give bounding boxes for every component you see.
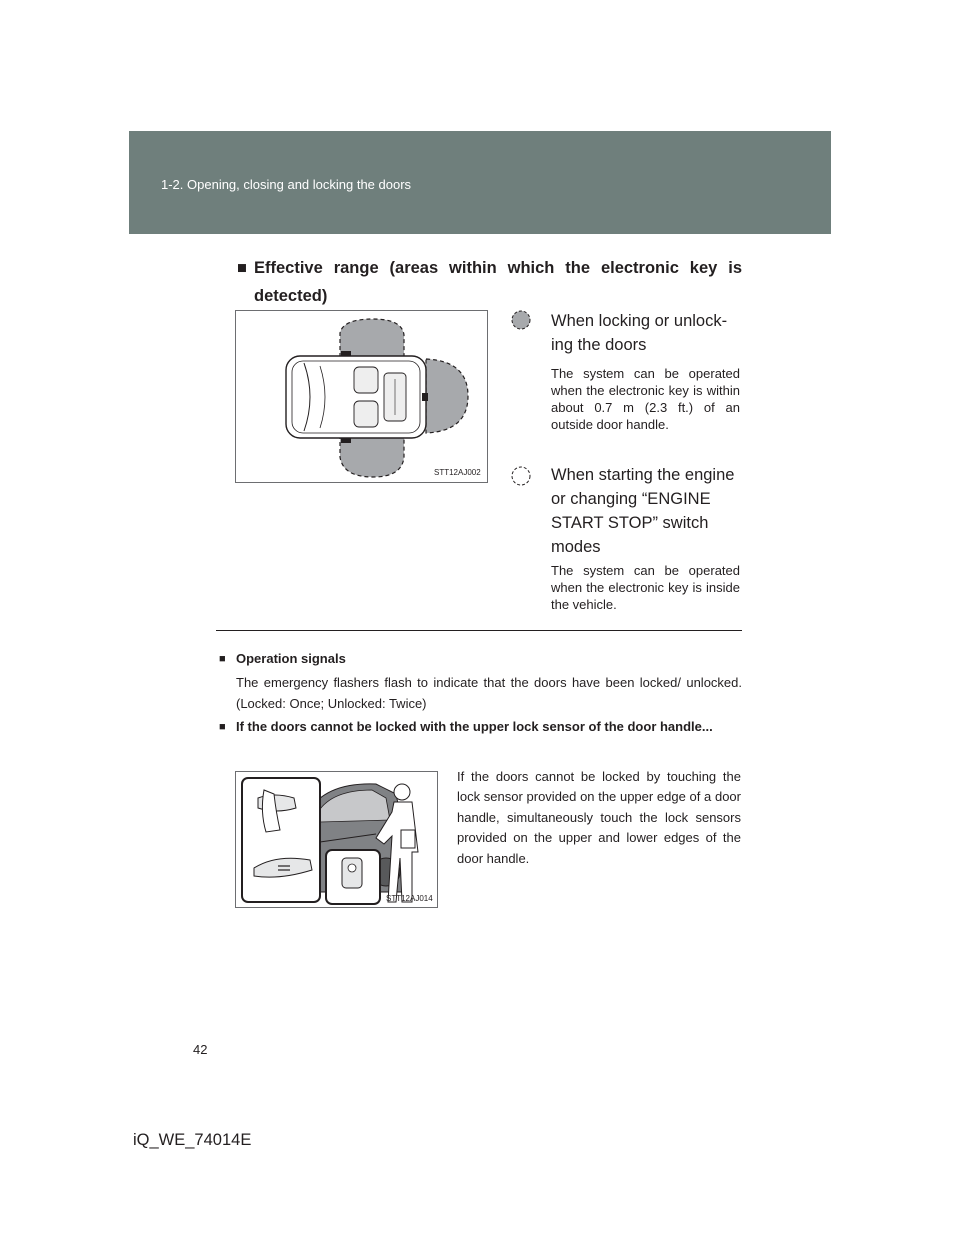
square-bullet-icon: ■ [219,721,226,733]
range-zone-rear [426,359,468,433]
dashed-circle-icon [510,465,532,487]
legend-lock-unlock-title [551,309,740,357]
legend-title-line: modes [551,538,601,556]
legend-lock-unlock-description: The system can be operated when the electronic key is within about 0.7 m (2.3 ft.) of an outside door handle. [551,366,740,432]
legend-title-line: or changing “ENGINE [551,490,711,508]
door-handle-illustration [236,772,437,907]
figure-code: STT12AJ002 [434,468,481,477]
car-top-view-illustration [236,311,487,482]
square-bullet-icon: ■ [237,259,247,277]
effective-range-heading-text: Effective range (areas within which the electronic key is detected) [254,259,742,305]
dashed-circle-icon [510,309,532,331]
document-id: iQ_WE_74014E [133,1131,252,1149]
figure-code: STT12AJ014 [386,894,433,903]
page-number: 42 [193,1042,208,1057]
effective-range-figure [235,310,488,483]
lock-sensor-instruction: If the doors cannot be locked by touching the lock sensor provided on the upper edge of a door handle, simultaneously touch the lock sensors provided on the upper and lower edges of the door handle. [457,769,741,866]
legend-title-line: ing the doors [551,336,647,354]
square-bullet-icon: ■ [219,653,226,665]
legend-title-line: START STOP” switch [551,514,709,532]
legend-engine-start-description: The system can be operated when the electronic key is inside the vehicle. [551,563,740,612]
legend-title-line: When locking or unlock- [551,312,728,330]
section-divider [216,630,742,631]
note-heading: Operation signals [236,651,346,666]
note-body: The emergency flashers flash to indicate that the doors have been locked/ unlocked. (Locked: Once; Unlocked: Twice) [236,675,742,711]
page-header-band [129,131,831,234]
note-heading: If the doors cannot be locked with the upper lock sensor of the door handle... [236,719,713,734]
effective-range-heading [237,254,742,310]
section-title: 1-2. Opening, closing and locking the doors [161,177,412,192]
legend-title-line: When starting the engine [551,466,735,484]
legend-engine-start-title [551,463,740,559]
note-door-lock-sensor [219,716,742,737]
lock-sensor-figure [235,771,438,908]
note-operation-signals [219,648,742,714]
